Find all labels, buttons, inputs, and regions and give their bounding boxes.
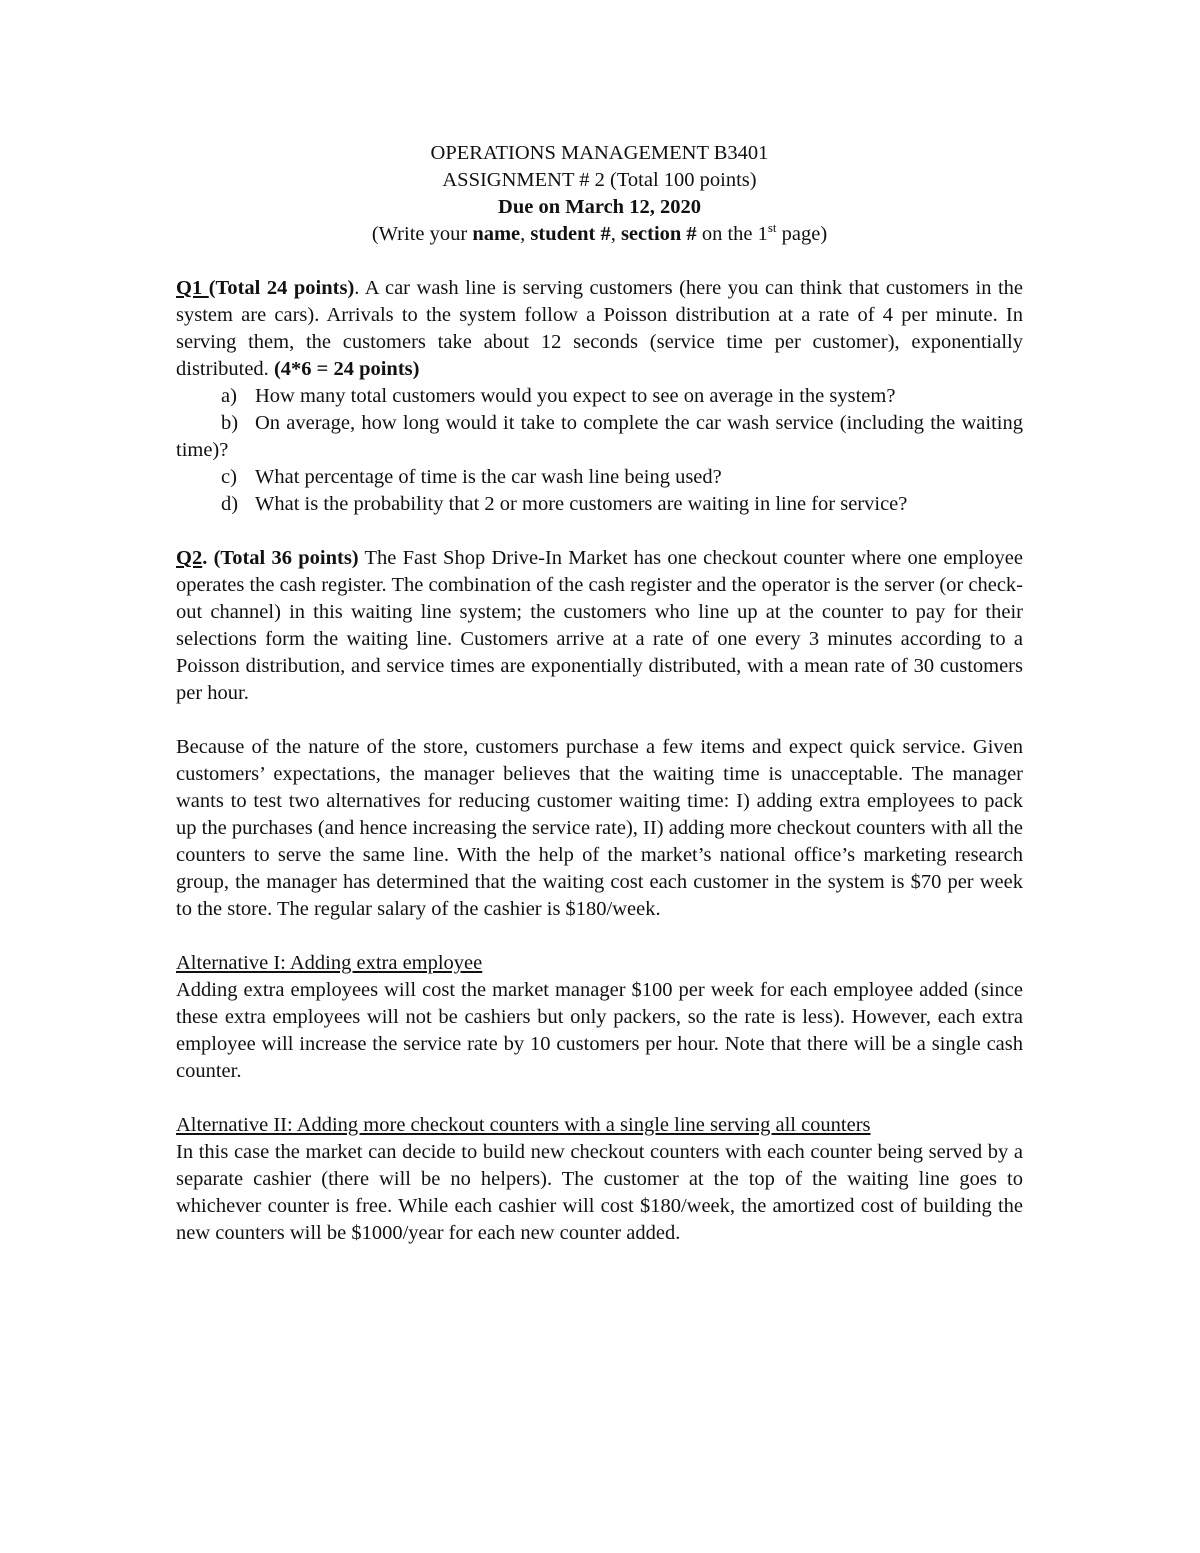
q2-text: The Fast Shop Drive-In Market has one checkout counter where one employee operates the cash register. The combination of the cash register and the operator is the server (or check-out channel) in this waiting line system; the customers who line up at the counter to pay for their selections form the waiting line. Customers arrive at a rate of one every 3 minutes according to a Poisson distribution, and service times are exponentially distributed, with a mean rate of 30 customers per hour. [176, 547, 1024, 704]
instructions-superscript: st [767, 220, 777, 236]
alternative-2 [176, 1112, 1023, 1247]
instructions-line [176, 221, 1023, 248]
q2-dot: . [202, 547, 214, 569]
q1-item-label: b) [221, 412, 239, 434]
document-page [176, 140, 1023, 1274]
instructions-name: name [472, 223, 521, 245]
instructions-text-4: on the 1 [696, 223, 768, 245]
instructions-text-1: (Write your [371, 223, 473, 245]
q1-text: . A car wash line is serving customers (here you can think that customers in the system are cars). Arrivals to the system follow a Poisson distribution at a rate of 4 per minute. In serving them, the customers take about 12 seconds (service time per customer), exponentially distributed. [176, 277, 1023, 380]
document-header [176, 140, 1023, 248]
alt1-heading: Alternative I: Adding extra employee [176, 952, 483, 974]
q1-item-text: What percentage of time is the car wash line being used? [255, 466, 722, 488]
q1-item-text: What is the probability that 2 or more customers are waiting in line for service? [255, 493, 908, 515]
q2-points: (Total 36 points) [213, 547, 359, 569]
due-date: Due on March 12, 2020 [498, 196, 701, 218]
instructions-text-5: page) [776, 223, 828, 245]
instructions-text-3: , [610, 223, 621, 245]
instructions-section: section # [620, 223, 697, 245]
q1-item-b [176, 410, 1023, 464]
assignment-title: ASSIGNMENT # 2 (Total 100 points) [442, 169, 757, 191]
q1-points: (Total 24 points) [208, 277, 355, 299]
alt1-text: Adding extra employees will cost the market manager $100 per week for each employee added (since these extra employees will not be cashiers but only packers, so the rate is less). However, each extra employee will increase the service rate by 10 customers per hour. Note that there will be a single cash counter. [176, 979, 1023, 1082]
q1-label: Q1 [176, 277, 209, 299]
q1-item-text: How many total customers would you expect to see on average in the system? [255, 385, 896, 407]
instructions-text-2: , [520, 223, 531, 245]
alternative-1 [176, 950, 1023, 1085]
q2-paragraph-2: Because of the nature of the store, customers purchase a few items and expect quick service. Given customers’ expectations, the manager believes that the waiting time is unacceptable. The manager wants to test two alternatives for reducing customer waiting time: I) adding extra employees to pack up the purchases (and hence increasing the service rate), II) adding more checkout counters with all the counters to serve the same line. With the help of the market’s national office’s marketing research group, the manager has determined that the waiting cost each customer in the system is $70 per week to the store. The regular salary of the cashier is $180/week. [176, 736, 1023, 920]
q1-statement [176, 275, 1023, 383]
alt2-heading: Alternative II: Adding more checkout counters with a single line serving all counters [176, 1114, 871, 1136]
instructions-student: student # [530, 223, 611, 245]
q1-score: (4*6 = 24 points) [273, 358, 420, 380]
alt2-text: In this case the market can decide to build new checkout counters with each counter being served by a separate cashier (there will be no helpers). The customer at the top of the waiting line goes to whichever counter is free. While each cashier will cost $180/week, the amortized cost of building the new counters will be $1000/year for each new counter added. [176, 1141, 1023, 1244]
q1-item-label: d) [221, 493, 239, 515]
q1-item-label: c) [221, 466, 237, 488]
q1-item-label: a) [221, 385, 237, 407]
course-title: OPERATIONS MANAGEMENT B3401 [430, 142, 769, 164]
q1-item-a [176, 383, 1023, 410]
q1-item-d [176, 491, 1023, 518]
question-2 [176, 545, 1023, 707]
question-1 [176, 275, 1023, 518]
q1-item-c [176, 464, 1023, 491]
q1-item-text: On average, how long would it take to complete the car wash service (including the waiting time)? [176, 412, 1023, 461]
q2-label: Q2 [176, 547, 203, 569]
